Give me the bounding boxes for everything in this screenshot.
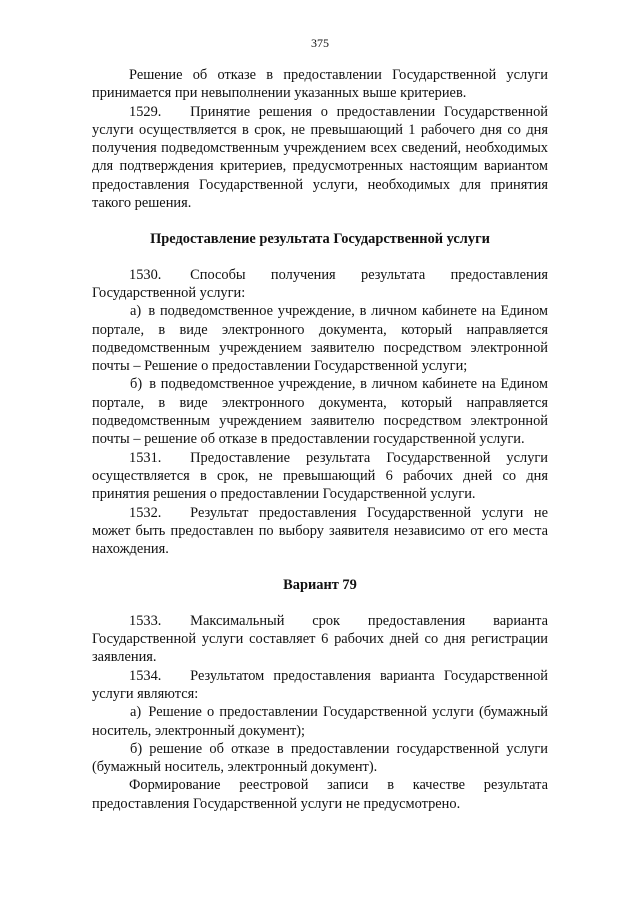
list-item-a-1530: а) в подведомственное учреждение, в личном кабинете на Едином портале, в виде электронного документа, который направляется подведомственным учреждением заявителю посредством электронной почты – Решение о предоставлении Государственной услуги; xyxy=(92,303,548,375)
paragraph-registry-record: Формирование реестровой записи в качестве результата предоставления Государственной услуги не предусмотрено. xyxy=(92,777,548,812)
paragraph-1532: 1532. Результат предоставления Государственной услуги не может быть предоставлен по выбору заявителя независимо от его места нахождения. xyxy=(92,504,548,558)
section-heading-variant: Вариант 79 xyxy=(283,577,357,594)
section-heading-result: Предоставление результата Государственной услуги xyxy=(150,231,490,248)
list-item-b-1530: б) в подведомственное учреждение, в личном кабинете на Едином портале, в виде электронного документа, который направляется подведомственным учреждением заявителю посредством электронной почты – решение об отказе в предоставлении государственной услуги. xyxy=(92,376,548,448)
list-item-b-1534: б) решение об отказе в предоставлении государственной услуги (бумажный носитель, электронный документ). xyxy=(92,740,548,776)
list-item-a-1534: а) Решение о предоставлении Государственной услуги (бумажный носитель, электронный документ); xyxy=(92,704,548,739)
paragraph-1529: 1529. Принятие решения о предоставлении Государственной услуги осуществляется в срок, не превышающий 1 рабочего дня со дня получения подведомственным учреждением всех сведений, необходимых для подтверждения критериев, предусмотренных настоящим вариантом предоставления Государственной услуги, необходимых для принятия такого решения. xyxy=(92,103,548,212)
paragraph-1530: 1530. Способы получения результата предоставления Государственной услуги: xyxy=(92,266,548,301)
paragraph-1531: 1531. Предоставление результата Государственной услуги осуществляется в срок, не превышающий 6 рабочих дней со дня принятия решения о предоставлении Государственной услуги. xyxy=(92,449,548,503)
paragraph-1533: 1533. Максимальный срок предоставления варианта Государственной услуги составляет 6 рабочих дней со дня регистрации заявления. xyxy=(92,612,548,666)
document-body xyxy=(92,66,548,813)
paragraph-1534: 1534. Результатом предоставления варианта Государственной услуги являются: xyxy=(92,667,548,702)
paragraph-refusal-decision: Решение об отказе в предоставлении Государственной услуги принимается при невыполнении указанных выше критериев. xyxy=(92,67,548,102)
page-number: 375 xyxy=(311,36,329,50)
